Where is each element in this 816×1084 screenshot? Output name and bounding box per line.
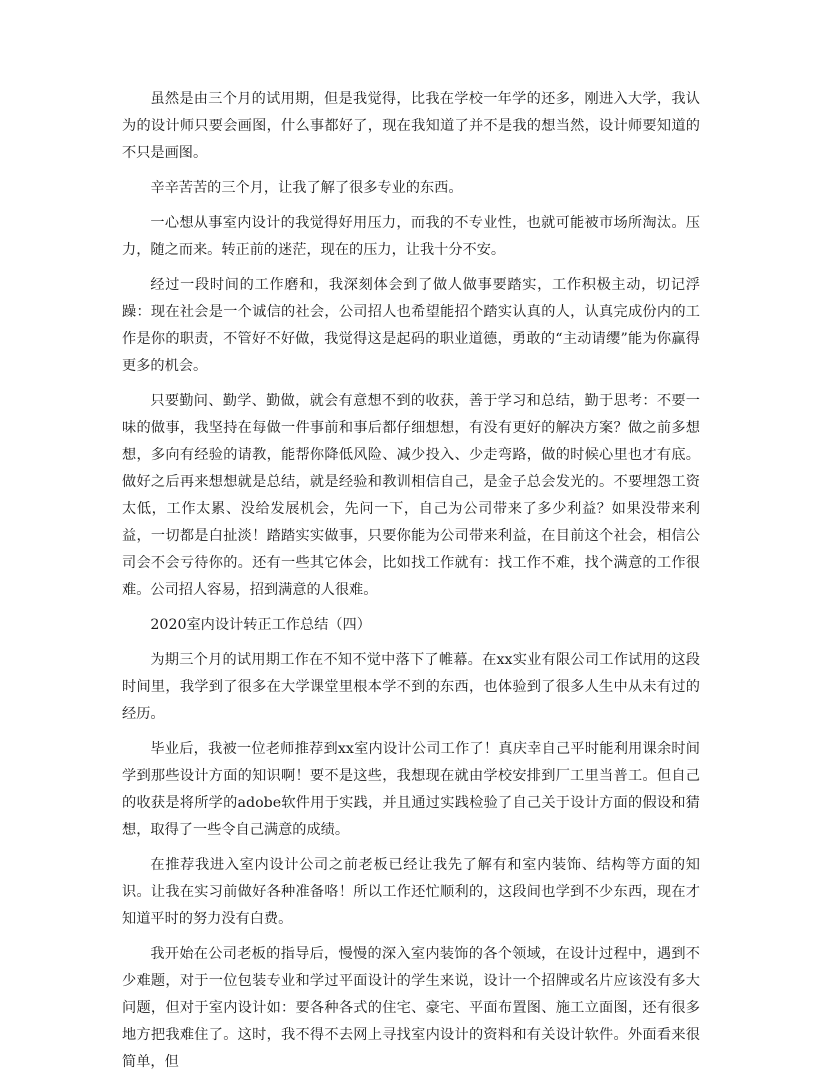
paragraph-6: 为期三个月的试用期工作在不知不觉中落下了帷幕。在xx实业有限公司工作试用的这段时间里，我学到了很多在大学课堂里根本学不到的东西，也体验到了很多人生中从未有过的经历。 bbox=[122, 652, 700, 722]
section-heading: 2020室内设计转正工作总结（四） bbox=[150, 617, 371, 633]
paragraph-7: 毕业后，我被一位老师推荐到xx室内设计公司工作了！真庆幸自己平时能利用课余时间学到那些设计方面的知识啊！要不是这些，我想现在就由学校安排到厂工里当普工。但自己的收获是将所学的adobe软件用于实践，并且通过实践检验了自己关于设计方面的假设和猜想，取得了一些令自己满意的成绩。 bbox=[122, 741, 700, 838]
paragraph-8: 在推荐我进入室内设计公司之前老板已经让我先了解有和室内装饰、结构等方面的知识。让我在实习前做好各种准备咯！所以工作还忙顺利的，这段间也学到不少东西，现在才知道平时的努力没有白费。 bbox=[122, 857, 700, 927]
paragraph-2: 辛辛苦苦的三个月，让我了解了很多专业的东西。 bbox=[150, 180, 463, 196]
paragraph-5: 只要勤问、勤学、勤做，就会有意想不到的收获，善于学习和总结，勤于思考：不要一味的做事，我坚持在每做一件事前和事后都仔细想想，有没有更好的解决方案？做之前多想想，多向有经验的请教，能帮你降低风险、减少投入、少走弯路，做的时候心里也才有底。做好之后再来想想就是总结，就是经验和教训相信自己，是金子总会发光的。不要埋怨工资太低，工作太累、没给发展机会，先问一下，自己为公司带来了多少利益？如果没带来利益，一切都是白扯淡！踏踏实实做事，只要你能为公司带来利益，在目前这个社会，相信公司会不会亏待你的。还有一些其它体会，比如找工作就有：找工作不难，找个满意的工作很难。公司招人容易，招到满意的人很难。 bbox=[122, 393, 700, 598]
paragraph-3: 一心想从事室内设计的我觉得好用压力，而我的不专业性，也就可能被市场所淘汰。压力，随之而来。转正前的迷茫，现在的压力，让我十分不安。 bbox=[122, 215, 700, 258]
paragraph-4: 经过一段时间的工作磨和，我深刻体会到了做人做事要踏实，工作积极主动，切记浮躁：现在社会是一个诚信的社会，公司招人也希望能招个踏实认真的人，认真完成份内的工作是你的职责，不管好不好做，我觉得这是起码的职业道德，勇敢的“主动请缨”能为你赢得更多的机会。 bbox=[122, 277, 700, 374]
document-body bbox=[122, 86, 700, 1084]
paragraph-1: 虽然是由三个月的试用期，但是我觉得，比我在学校一年学的还多，刚进入大学，我认为的设计师只要会画图，什么事都好了，现在我知道了并不是我的想当然，设计师要知道的不只是画图。 bbox=[122, 91, 700, 161]
paragraph-9: 我开始在公司老板的指导后，慢慢的深入室内装饰的各个领域，在设计过程中，遇到不少难题，对于一位包装专业和学过平面设计的学生来说，设计一个招牌或名片应该没有多大问题，但对于室内设计如：要各种各式的住宅、豪宅、平面布置图、施工立面图，还有很多地方把我难住了。这时，我不得不去网上寻找室内设计的资料和有关设计软件。外面看来很简单，但 bbox=[122, 946, 700, 1070]
